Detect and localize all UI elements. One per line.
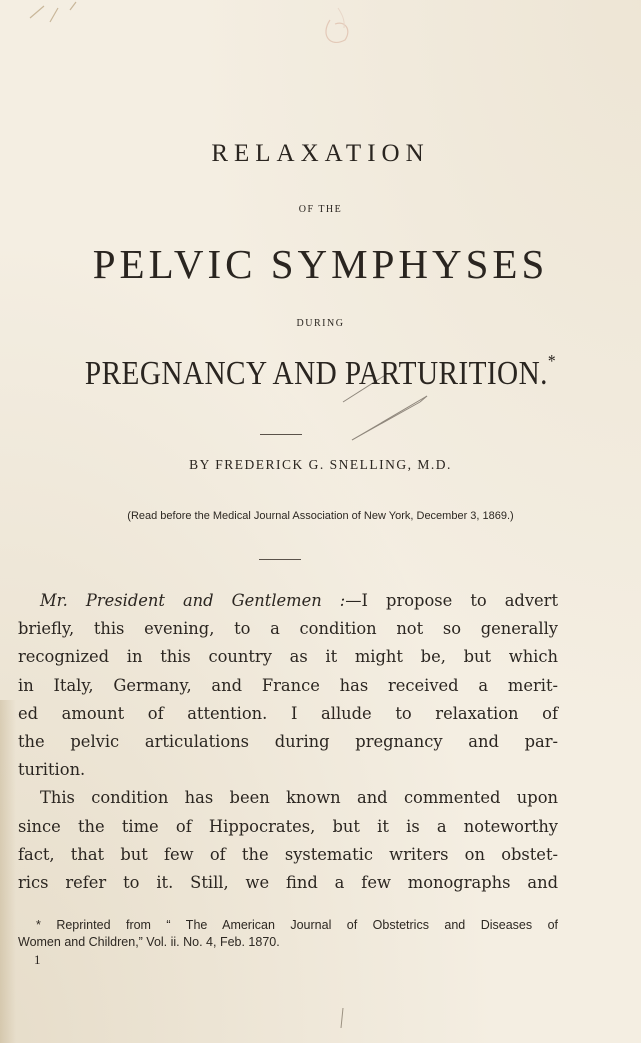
title-relaxation: RELAXATION — [211, 140, 430, 167]
page-number: 1 — [34, 952, 41, 967]
footnote-line-2: Women and Children,” Vol. ii. No. 4, Feb. 1870. — [18, 935, 280, 949]
body-line: rics refer to it. Still, we find a few monographs and — [18, 872, 558, 892]
title-line3-text: PREGNANCY AND PARTURITION. — [84, 355, 548, 392]
subtitle-during: DURING — [296, 318, 345, 329]
body-line: fact, that but few of the systematic writers on obstet- — [18, 844, 558, 864]
title-pelvic-symphyses: PELVIC SYMPHYSES — [92, 241, 549, 287]
title-rule — [260, 434, 302, 435]
author-line: BY FREDERICK G. SNELLING, M.D. — [189, 457, 452, 472]
body-line: This condition has been known and commented upon — [40, 788, 558, 808]
first-line — [18, 587, 558, 615]
body-line: briefly, this evening, to a condition not so generally — [18, 619, 558, 639]
first-line-rest: —I propose to advert — [345, 591, 559, 610]
salutation: Mr. President and Gentlemen : — [40, 591, 346, 610]
title-footnote-mark: * — [547, 351, 557, 371]
footnote-line-1: * Reprinted from “ The American Journal of Obstetrics and Diseases of — [36, 918, 558, 932]
subtitle-of-the: OF THE — [298, 204, 343, 215]
title-pregnancy-parturition — [45, 351, 596, 393]
body-text — [18, 587, 558, 897]
footnote — [18, 917, 558, 951]
body-line: since the time of Hippocrates, but it is a noteworthy — [18, 816, 558, 836]
read-note: (Read before the Medical Journal Association of New York, December 3, 1869.) — [127, 510, 514, 522]
body-line: recognized in this country as it might be, but which — [18, 647, 558, 667]
body-line: the pelvic articulations during pregnancy and par- — [18, 731, 558, 751]
body-line: ed amount of attention. I allude to relaxation of — [18, 703, 558, 723]
section-rule — [259, 559, 301, 560]
body-line: in Italy, Germany, and France has received a merit- — [18, 675, 558, 695]
body-line: turition. — [18, 760, 86, 780]
